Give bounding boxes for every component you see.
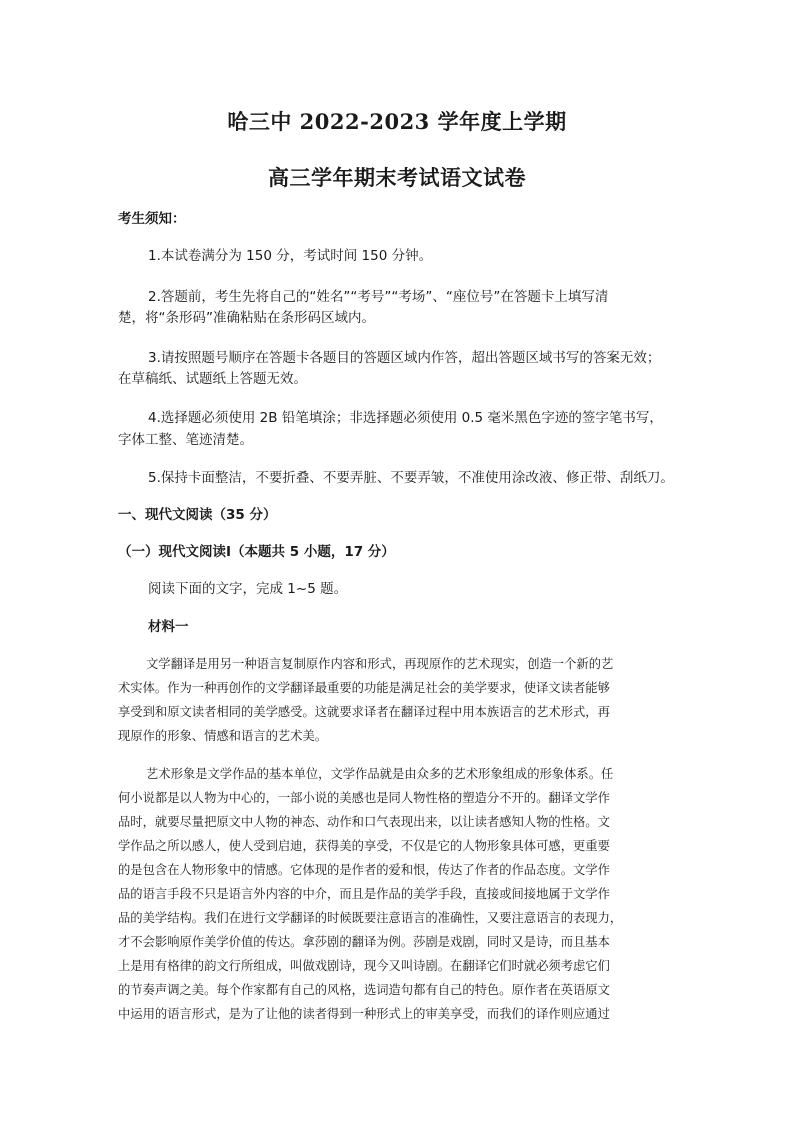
material1-p2-line: 品的语言手段不只是语言外内容的中介，而且是作品的美学手段，直接或间接地属于文学作: [118, 887, 610, 901]
material1-p1-line: 现原作的形象、情感和语言的艺术美。: [118, 729, 328, 743]
notice-item-4-line2: 字体工整、笔迹清楚。: [118, 432, 253, 448]
notice-item-4-line1: 4.选择题必须使用 2B 铅笔填涂；非选择题必须使用 0.5 毫米黑色字迹的签字笔书写，: [148, 410, 663, 426]
notice-item-3-line2: 在草稿纸、试题纸上答题无效。: [118, 371, 307, 387]
notice-item-2-line1: 2.答题前，考生先将自己的“姓名”“考号”“考场”、“座位号”在答题卡上填写清: [148, 289, 609, 305]
subsection-heading: （一）现代文阅读Ⅰ（本题共 5 小题，17 分）: [118, 544, 395, 560]
material1-p1-line: 术实体。作为一种再创作的文学翻译最重要的功能是满足社会的美学要求，使译文读者能够: [118, 681, 610, 695]
notice-heading: 考生须知：: [118, 211, 186, 227]
material1-p1-line: 享受到和原文读者相同的美学感受。这就要求译者在翻译过程中用本族语言的艺术形式，再: [118, 705, 610, 719]
material1-p1-line: 文学翻译是用另一种语言复制原作内容和形式，再现原作的艺术现实，创造一个新的艺: [146, 657, 614, 671]
notice-item-1: 1.本试卷满分为 150 分，考试时间 150 分钟。: [148, 248, 433, 264]
material1-p2-line: 何小说都是以人物为中心的，一部小说的美感也是同人物性格的塑造分不开的。翻译文学作: [118, 791, 610, 805]
material1-p2-line: 品时，就要尽量把原文中人物的神态、动作和口气表现出来，以让读者感知人物的性格。文: [118, 815, 610, 829]
material1-p2-line: 品的美学结构。我们在进行文学翻译的时候既要注意语言的准确性，又要注意语言的表现力，: [118, 911, 623, 925]
notice-item-5: 5.保持卡面整洁，不要折叠、不要弄脏、不要弄皱，不准使用涂改液、修正带、刮纸刀。: [148, 470, 674, 486]
notice-item-3-line1: 3.请按照题号顺序在答题卡各题目的答题区域内作答，超出答题区域书写的答案无效；: [148, 350, 661, 366]
material1-p2-line: 上是用有格律的韵文行所组成，叫做戏剧诗，现今又叫诗剧。在翻译它们时就必须考虑它们: [118, 959, 610, 973]
material1-p2-line: 中运用的语言形式，是为了让他的读者得到一种形式上的审美享受，而我们的译作则应通过: [118, 1007, 610, 1021]
material1-p2-line: 的是包含在人物形象中的情感。它体现的是作者的爱和恨，传达了作者的作品态度。文学作: [118, 863, 610, 877]
exam-title-line2: 高三学年期末考试语文试卷: [268, 165, 526, 190]
section-heading: 一、现代文阅读（35 分）: [118, 507, 277, 523]
material-label: 材料一: [148, 619, 189, 635]
material1-p2-line: 艺术形象是文学作品的基本单位，文学作品就是由众多的艺术形象组成的形象体系。任: [146, 767, 614, 781]
exam-title-line1: 哈三中 2022-2023 学年度上学期: [227, 109, 567, 134]
material1-p2-line: 学作品之所以感人，使人受到启迪，获得美的享受，不仅是它的人物形象具体可感，更重要: [118, 839, 610, 853]
reading-instruction: 阅读下面的文字，完成 1~5 题。: [148, 581, 348, 597]
material1-p2-line: 才不会影响原作美学价值的传达。拿莎剧的翻译为例。莎剧是戏剧，同时又是诗，而且基本: [118, 935, 610, 949]
material1-p2-line: 的节奏声调之美。每个作家都有自己的风格，选词造句都有自己的特色。原作者在英语原文: [118, 983, 610, 997]
notice-item-2-line2: 楚，将“条形码”准确粘贴在条形码区域内。: [118, 310, 375, 326]
